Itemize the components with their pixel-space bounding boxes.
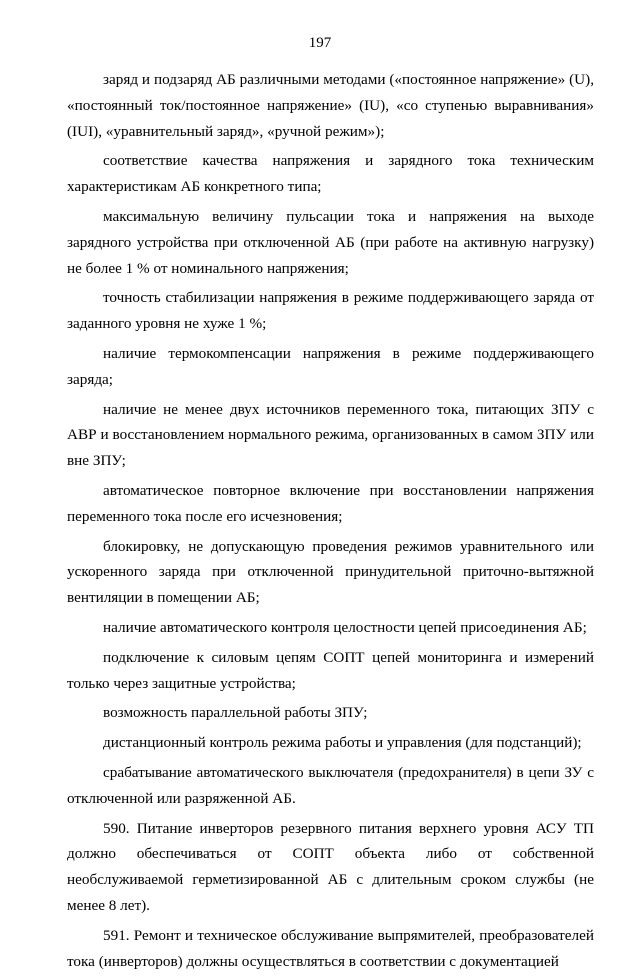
page-number: 197	[308, 35, 332, 51]
paragraph-breaker-trip: срабатывание автоматического выключателя (предохранителя) в цепи ЗУ с отключенной или разряженной АБ.	[67, 763, 594, 807]
paragraph-ac-sources: наличие не менее двух источников переменного тока, питающих ЗПУ с АВР и восстановлением нормального режима, организованных в самом ЗПУ или вне ЗПУ;	[67, 400, 594, 470]
paragraph-protective-devices: подключение к силовым цепям СОПТ цепей мониторинга и измерений только через защитные устройства;	[67, 648, 594, 692]
paragraph-voltage-quality: соответствие качества напряжения и зарядного тока техническим характеристикам АБ конкретного типа;	[67, 152, 594, 196]
paragraph-parallel-operation: возможность параллельной работы ЗПУ;	[103, 704, 368, 722]
page-body	[67, 67, 594, 978]
paragraph-auto-restart: автоматическое повторное включение при восстановлении напряжения переменного тока после его исчезновения;	[67, 481, 594, 525]
paragraph-clause-590: 590. Питание инверторов резервного питания верхнего уровня АСУ ТП должно обеспечиваться от СОПТ объекта либо от собственной необслуживаемой герметизированной АБ с длительным сроком службы (не менее 8 лет).	[67, 819, 594, 914]
paragraph-remote-control: дистанционный контроль режима работы и управления (для подстанций);	[103, 734, 582, 752]
paragraph-thermocompensation: наличие термокомпенсации напряжения в режиме поддерживающего заряда;	[67, 344, 594, 388]
paragraph-clause-591: 591. Ремонт и техническое обслуживание выпрямителей, преобразователей тока (инверторов) должны осуществляться в соответствии с документацией	[67, 926, 594, 970]
paragraph-circuit-control: наличие автоматического контроля целостности цепей присоединения АБ;	[103, 618, 587, 636]
paragraph-ventilation-lock: блокировку, не допускающую проведения режимов уравнительного или ускоренного заряда при отключенной принудительной приточно-вытяжной вентиляции в помещении АБ;	[67, 537, 594, 607]
paragraph-charge-methods: заряд и подзаряд АБ различными методами («постоянное напряжение» (U), «постоянный ток/постоянное напряжение» (IU), «со ступенью выравнивания» (IUI), «уравнительный заряд», «ручной режим»);	[67, 71, 594, 140]
paragraph-ripple: максимальную величину пульсации тока и напряжения на выходе зарядного устройства при отключенной АБ (при работе на активную нагрузку) не более 1 % от номинального напряжения;	[67, 207, 594, 277]
paragraph-stabilization: точность стабилизации напряжения в режиме поддерживающего заряда от заданного уровня не хуже 1 %;	[67, 289, 594, 333]
